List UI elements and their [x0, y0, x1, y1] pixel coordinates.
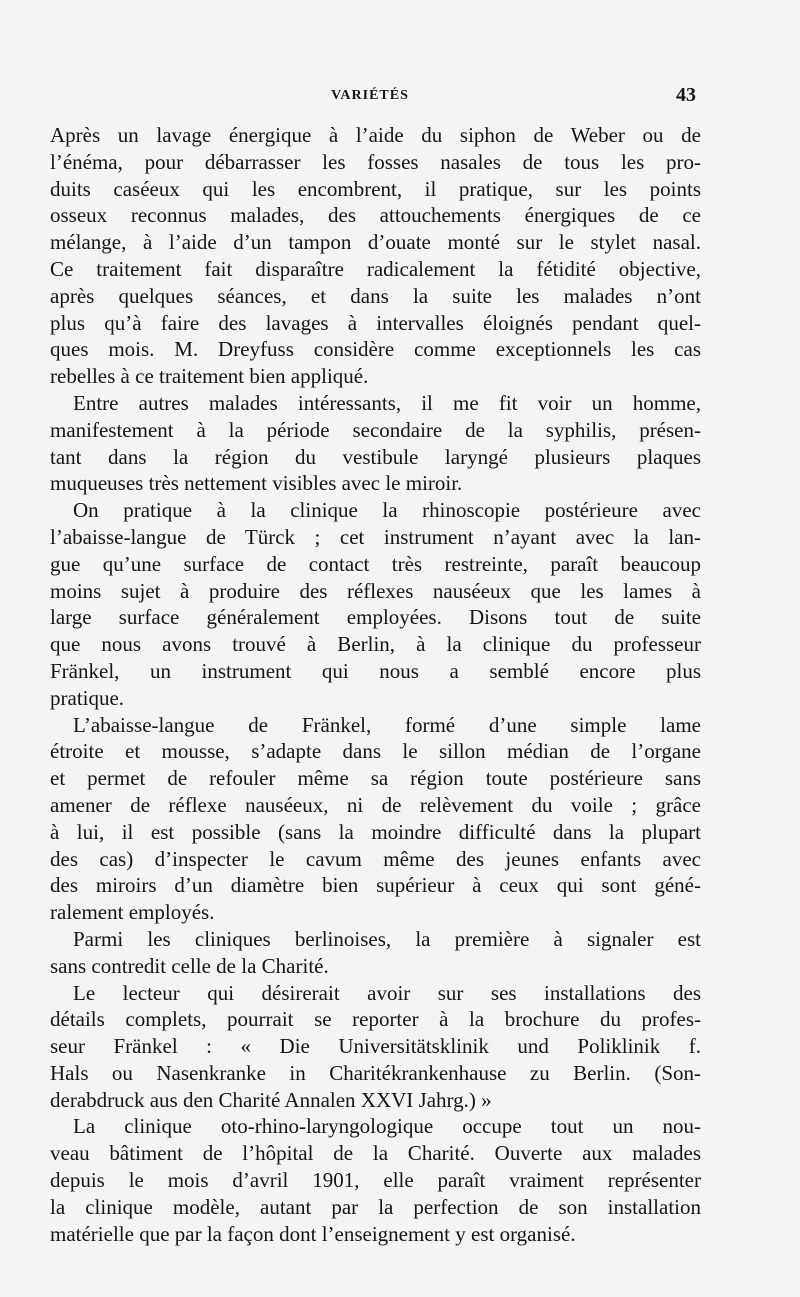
text-line: amener de réflexe nauséeux, ni de relèvement du voile ; grâce: [50, 792, 701, 817]
text-line: et permet de refouler même sa région toute postérieure sans: [50, 766, 701, 791]
text-line: détails complets, pourrait se reporter à la brochure du profes-: [50, 1007, 701, 1032]
text-line: On pratique à la clinique la rhinoscopie postérieure avec: [73, 498, 701, 523]
text-line: mélange, à l’aide d’un tampon d’ouate monté sur le stylet nasal.: [50, 230, 701, 255]
text-line: duits caséeux qui les encombrent, il pratique, sur les points: [50, 176, 701, 201]
text-line: l’énéma, pour débarrasser les fosses nasales de tous les pro-: [50, 149, 701, 174]
text-line: à lui, il est possible (sans la moindre difficulté dans la plupart: [50, 819, 701, 844]
running-title: VARIÉTÉS: [331, 88, 409, 103]
text-line: Après un lavage énergique à l’aide du siphon de Weber ou de: [50, 123, 701, 147]
text-line: l’abaisse-langue de Türck ; cet instrument n’ayant avec la lan-: [50, 524, 701, 549]
text-line: moins sujet à produire des réflexes nauséeux que les lames à: [50, 578, 701, 603]
text-line: gue qu’une surface de contact très restreinte, paraît beaucoup: [50, 551, 701, 576]
text-line: large surface généralement employées. Disons tout de suite: [50, 605, 701, 630]
text-line: ques mois. M. Dreyfuss considère comme exceptionnels les cas: [50, 337, 701, 362]
text-line: derabdruck aus den Charité Annalen XXVI Jahrg.) »: [50, 1087, 492, 1112]
page-number: 43: [676, 84, 696, 106]
text-line: Fränkel, un instrument qui nous a semblé encore plus: [50, 658, 701, 683]
text-line: pratique.: [50, 685, 125, 710]
text-line: L’abaisse-langue de Fränkel, formé d’une simple lame: [73, 712, 701, 737]
text-line: rebelles à ce traitement bien appliqué.: [50, 364, 369, 389]
text-line: étroite et mousse, s’adapte dans le sillon médian de l’organe: [50, 739, 701, 764]
text-line: des cas) d’inspecter le cavum même des jeunes enfants avec: [50, 846, 701, 871]
text-line: la clinique modèle, autant par la perfection de son installation: [50, 1194, 701, 1219]
text-line: La clinique oto-rhino-laryngologique occupe tout un nou-: [73, 1114, 701, 1139]
running-head: [0, 84, 800, 108]
text-line: Le lecteur qui désirerait avoir sur ses installations des: [73, 980, 701, 1005]
text-line: depuis le mois d’avril 1901, elle paraît vraiment représenter: [50, 1168, 701, 1193]
text-line: Entre autres malades intéressants, il me fit voir un homme,: [73, 390, 701, 415]
text-line: osseux reconnus malades, des attouchements énergiques de ce: [50, 203, 701, 228]
text-line: après quelques séances, et dans la suite les malades n’ont: [50, 283, 701, 308]
text-line: Ce traitement fait disparaître radicalement la fétidité objective,: [50, 256, 701, 281]
text-line: Hals ou Nasenkranke in Charitékrankenhause zu Berlin. (Son-: [50, 1060, 701, 1085]
text-line: ralement employés.: [50, 900, 215, 925]
text-line: des miroirs d’un diamètre bien supérieur à ceux qui sont géné-: [50, 873, 701, 898]
text-line: plus qu’à faire des lavages à intervalles éloignés pendant quel-: [50, 310, 701, 335]
body-text: [50, 122, 701, 1247]
text-line: veau bâtiment de l’hôpital de la Charité. Ouverte aux malades: [50, 1141, 701, 1166]
text-line: que nous avons trouvé à Berlin, à la clinique du professeur: [50, 632, 701, 657]
text-line: sans contredit celle de la Charité.: [50, 953, 329, 978]
text-line: seur Fränkel : « Die Universitätsklinik und Poliklinik f.: [50, 1034, 701, 1059]
text-line: Parmi les cliniques berlinoises, la première à signaler est: [73, 926, 701, 951]
text-line: manifestement à la période secondaire de la syphilis, présen-: [50, 417, 701, 442]
text-line: tant dans la région du vestibule laryngé plusieurs plaques: [50, 444, 701, 469]
text-line: muqueuses très nettement visibles avec le miroir.: [50, 471, 463, 496]
text-line: matérielle que par la façon dont l’enseignement y est organisé.: [50, 1221, 576, 1246]
